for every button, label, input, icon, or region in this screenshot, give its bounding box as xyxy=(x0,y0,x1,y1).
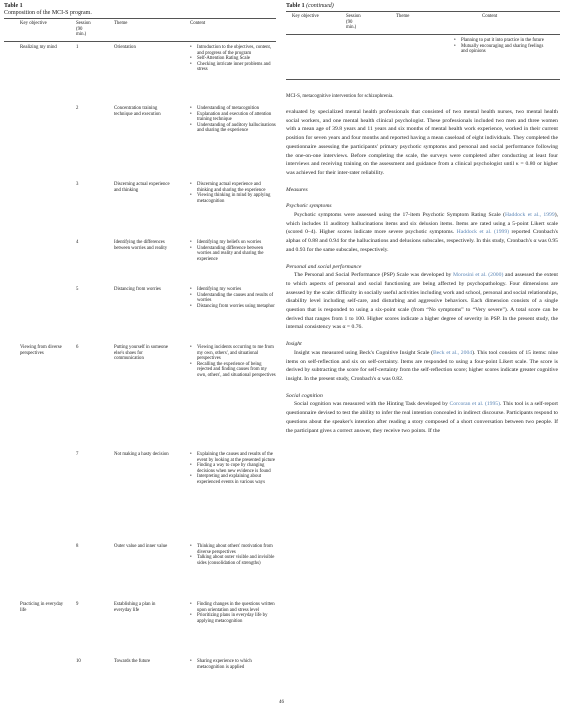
content-item: • Checking intricate inner problems and stress xyxy=(190,62,276,73)
theme-cell: Distancing from worries xyxy=(114,287,161,292)
content-cell xyxy=(454,38,546,55)
subsection-heading-insight: Insight xyxy=(286,341,302,348)
content-cell xyxy=(190,182,276,204)
key-objective-cell: Viewing from diverse perspectives xyxy=(20,345,62,356)
theme-cell: Not making a hasty decision xyxy=(114,452,169,457)
table-continued-caption xyxy=(286,3,560,10)
session-cell: 6 xyxy=(76,345,79,350)
content-cell xyxy=(190,659,276,670)
paragraph: Social cognition was measured with the Hinting Task developed by Corcoran et al. (1995). This tool is a self-report questionnaire devised to test the ability to infer the real intention concealed in indirect discourse. Participants respond to questions about the speaker's intention after reading a story composed of a short conversation between two people. If the participant gives a correct answer, they receive two points. If the xyxy=(286,401,558,434)
key-objective-cell: Realizing my mind xyxy=(20,45,57,50)
content-item: • Understanding the causes and results of worries xyxy=(190,293,276,304)
table-abbreviation-note: MCI-S, metacognitive intervention for schizophrenia. xyxy=(286,94,394,99)
content-item: • Explanation and execution of attention training technique xyxy=(190,112,276,123)
content-item: • Talking about outer visible and invisible sides (consolidation of strengths) xyxy=(190,555,276,566)
content-item: • Self-Attention Rating Scale xyxy=(190,56,276,62)
theme-cell: Towards the future xyxy=(114,659,151,664)
theme-cell: Concentration training technique and execution xyxy=(114,106,161,117)
continued-label: (continued) xyxy=(306,3,334,9)
subsection-heading-social-cognition: Social cognition xyxy=(286,392,323,399)
section-heading-measures: Measures xyxy=(286,186,308,193)
content-item: • Sharing experience to which metacognition is applied xyxy=(190,659,276,670)
session-cell: 10 xyxy=(76,659,81,664)
session-cell: 9 xyxy=(76,602,79,607)
content-item: • Mutually encouraging and sharing feelings and opinions xyxy=(454,44,546,55)
content-item: • Introduction to the objectives, content, and progress of the program xyxy=(190,45,276,56)
content-item: • Explaining the causes and results of the event by looking at the presented picture xyxy=(190,452,276,463)
table-body xyxy=(4,42,276,687)
session-cell: 4 xyxy=(76,240,79,245)
content-item: • Discerning actual experience and thinking and sharing the experience xyxy=(190,182,276,193)
session-cell: 3 xyxy=(76,182,79,187)
paragraph: evaluated by specialized mental health professionals that consisted of two mental health nurses, two mental health social workers, and one mental health clinical psychologist. These professionals included two men and three women with a mean age of 39.8 years and 11 years and six months of mental health work experience, worked in their current position for seven years and four months and reported having a mean caseload of eight individuals. They completed the questionnaire assessing the participants' primary psychotic symptoms and personal and social performance following the one-on-one interviews. Before completing the scale, the surveys were completed after conducting at least four interviews and receiving training on the assessment and guidance from a clinical psychologist until κ = 0.80 or higher was achieved for their inter-rater reliability. xyxy=(286,109,558,176)
content-item: • Finding changes in the questions written upon orientation and stress level xyxy=(190,602,276,613)
table-title: Composition of the MCI-S program. xyxy=(4,10,92,16)
content-item: • Recalling the experience of being rejected and finding causes from my own, others', and situational perspectives xyxy=(190,362,276,379)
citation-link[interactable]: Haddock et al. (1999) xyxy=(456,229,510,236)
subsection-heading-personal-social-performance: Personal and social performance xyxy=(286,263,362,270)
subsection-heading-psychotic-symptoms: Psychotic symptoms xyxy=(286,203,332,210)
table-1 xyxy=(4,3,276,687)
session-cell: 1 xyxy=(76,45,79,50)
content-item: • Viewing thinking in mind by applying metacognition xyxy=(190,193,276,204)
content-item: • Understanding difference between worries and reality and sharing the experience xyxy=(190,246,276,263)
table-bottom-rule xyxy=(286,79,560,80)
content-item: • Distancing from worries using metaphor xyxy=(190,304,276,310)
theme-cell: Putting yourself in someone else's shoes for communication xyxy=(114,345,168,362)
theme-cell: Outer value and inner value xyxy=(114,544,168,549)
content-item: • Finding a way to cope by changing decisions when new evidence is found xyxy=(190,463,276,474)
content-cell xyxy=(190,287,276,309)
session-cell: 2 xyxy=(76,106,79,111)
content-item: • Planning to put it into practice in the future xyxy=(454,38,546,44)
content-item: • Prioritizing plans in everyday life by applying metacognition xyxy=(190,613,276,624)
theme-cell: Discerning actual experience and thinking xyxy=(114,182,170,193)
content-item: • Thinking about others' motivation from diverse perspectives xyxy=(190,544,276,555)
citation-link[interactable]: Beck et al., 2004 xyxy=(433,349,473,356)
page-number: 46 xyxy=(279,700,284,705)
content-item: • Understanding of metacognition xyxy=(190,106,276,112)
content-item: • Identifying my beliefs on worries xyxy=(190,240,276,246)
header-session: Session (90 min.) xyxy=(346,14,361,31)
header-theme: Theme xyxy=(396,14,410,19)
content-cell xyxy=(190,106,276,134)
header-session: Session (90 min.) xyxy=(76,21,91,38)
session-cell: 5 xyxy=(76,287,79,292)
content-cell xyxy=(190,602,276,624)
content-cell xyxy=(190,345,276,378)
header-key-objective: Key objective xyxy=(20,21,47,26)
content-cell xyxy=(190,240,276,262)
table-label: Table 1 xyxy=(286,3,305,9)
body-text xyxy=(286,108,558,435)
citation-link[interactable]: Corcoran et al. (1995) xyxy=(449,401,500,408)
table-1-continued xyxy=(286,3,560,80)
theme-cell: Establishing a plan in everyday life xyxy=(114,602,156,613)
paragraph: The Personal and Social Performance (PSP) Scale was developed by Morosini et al. (2000) and assessed the extent to which aspects of personal and social functioning are being affected by psychopathology. Four dimensions are assessed by the scale: difficulty in socially useful activities including work and school, personal and social relationships, disability level including self-care, and disturbing and aggressive behaviors. Each dimension consists of a single question that is responded to using a six-point scale (from “No symptoms” to “Very severe”). A total score can be derived that ranges from 1 to 100. Higher scores indicate a higher degree of severity in PSP. In the present study, the internal consistency was α = 0.76. xyxy=(286,272,558,331)
header-content: Content xyxy=(190,21,206,26)
table-label: Table 1 xyxy=(4,3,23,9)
table-body xyxy=(286,35,560,79)
citation-link[interactable]: Morosini et al. (2000) xyxy=(453,272,504,279)
content-cell xyxy=(190,452,276,485)
theme-cell: Identifying the differences between worries and reality xyxy=(114,240,168,251)
header-theme: Theme xyxy=(114,21,128,26)
content-item: • Understanding of auditory hallucinations and sharing the experience xyxy=(190,123,276,134)
header-content: Content xyxy=(482,14,498,19)
table-header xyxy=(4,19,276,41)
citation-link[interactable]: Haddock et al., 1999 xyxy=(504,212,555,219)
key-objective-cell: Practicing in everyday life xyxy=(20,602,64,613)
content-cell xyxy=(190,544,276,566)
paragraph: Psychotic symptoms were assessed using the 17-item Psychotic Symptom Rating Scale (Haddock et al., 1999), which includes 11 auditory hallucinations items and six delusion items. Items are rated using a 5-point Likert scale (scored 0–4). Higher scores indicate more severe psychotic symptoms. Haddock et al. (1999) reported Cronbach's alphas of 0.88 and 0.94 for the hallucinations and delusions subscales, respectively. In this study, Cronbach's α was 0.95 and 0.93 for the same subscales, respectively. xyxy=(286,212,558,253)
session-cell: 8 xyxy=(76,544,79,549)
content-item: • Identifying my worries xyxy=(190,287,276,293)
session-cell: 7 xyxy=(76,452,79,457)
paragraph: Insight was measured using Beck's Cognitive Insight Scale (Beck et al., 2004). This tool consists of 15 items: nine items on self-reflection and six on self-certainty. Items are responded to using a four-point Likert scale. The score is derived by subtracting the score for self-certainty from the self-reflection score; higher scores indicate greater cognitive insight. In the present study, Cronbach's α was 0.82. xyxy=(286,349,558,382)
table-header xyxy=(286,12,560,34)
content-cell xyxy=(190,45,276,73)
content-item: • Viewing incidents occurring to me from my own, others', and situational perspectives xyxy=(190,345,276,362)
header-key-objective: Key objective xyxy=(292,14,319,19)
theme-cell: Orientation xyxy=(114,45,136,50)
content-item: • Interpreting and explaining about experienced events in various ways xyxy=(190,474,276,485)
